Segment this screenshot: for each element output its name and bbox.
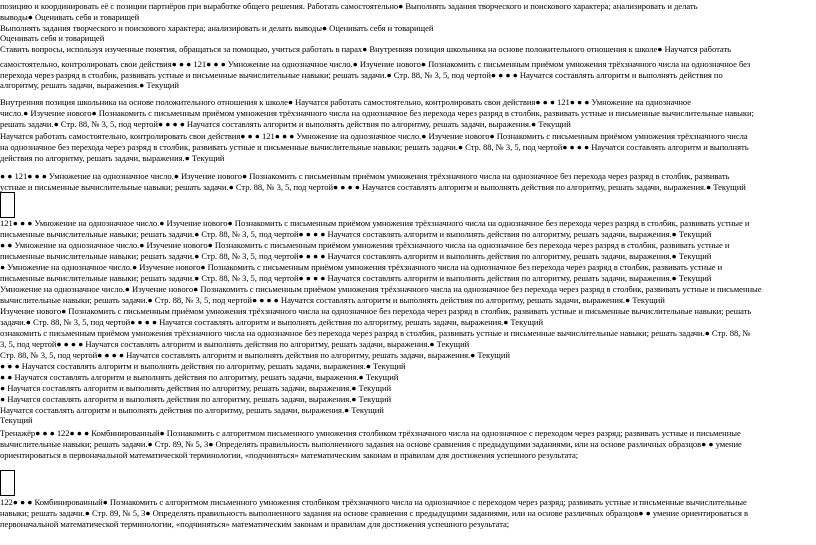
- table-cell-box: [0, 470, 15, 496]
- text-line: Научатся работать самостоятельно, контролировать свои действия● ● ● 121● ● ● Умножение на однозначное число.● Изучение нового● Познакомить с письменным приёмом умножения трёхзначного числа: [0, 131, 748, 141]
- table-cell-box: [0, 192, 15, 218]
- text-line: ● Научатся составлять алгоритм и выполнять действия по алгоритму, решать задачи, выражения.● Текущий: [0, 394, 392, 404]
- text-line: ознакомить с письменным приёмом умножения трёхзначного числа на однозначное без перехода через разряд в столбик, развивать устные и письменные вычислительные навыки; решать задачи.● Стр. 88, №: [0, 328, 751, 338]
- text-line: Умножение на однозначное число.● Изучение нового● Познакомить с письменным приёмом умножения трёхзначного числа на однозначное без перехода через разряд в столбик, развивать устные и письменные: [0, 284, 762, 294]
- text-line: 121● ● ● Умножение на однозначное число.● Изучение нового● Познакомить с письменным приёмом умножения трёхзначного числа на однозначное без перехода через разряд в столбик, развивать устные и: [0, 218, 750, 228]
- text-line: Научатся составлять алгоритм и выполнять действия по алгоритму, решать задачи, выражения.● Текущий: [0, 405, 384, 415]
- text-line: Стр. 88, № 3, 5, под чертой● ● ● ● Научатся составлять алгоритм и выполнять действия по алгоритму, решать задачи, выражения.● Текущий: [0, 350, 510, 360]
- text-line: Ставить вопросы, используя изученные понятия, обращаться за помощью, учиться работать в парах● Внутренняя позиция школьника на основе положительного отношения к школе● Научатся работать: [0, 44, 732, 54]
- text-line: Изучение нового● Познакомить с письменным приёмом умножения трёхзначного числа на однозначное без перехода через разряд в столбик, развивать устные и письменные вычислительные навыки; решать: [0, 306, 752, 316]
- text-line: письменные вычислительные навыки; решать задачи.● Стр. 88, № 3, 5, под чертой● ● ● ● Научатся составлять алгоритм и выполнять действия по алгоритму, решать задачи, выражения.● Текущий: [0, 273, 712, 283]
- text-line: Внутренняя позиция школьника на основе положительного отношения к школе● Научатся работать самостоятельно, контролировать свои действия● ● ● 121● ● ● Умножение на однозначное: [0, 97, 692, 107]
- text-line: самостоятельно, контролировать свои действия● ● ● 121● ● ● Умножение на однозначное число.● Изучение нового● Познакомить с письменным приёмом умножения трёхзначного числа на однозначное без: [0, 59, 751, 69]
- text-line: ● ● 121● ● ● Умножение на однозначное число.● Изучение нового● Познакомить с письменным приёмом умножения трёхзначного числа на однозначное без перехода через разряд в столбик, развивать: [0, 171, 730, 181]
- text-line: ● ● ● Научатся составлять алгоритм и выполнять действия по алгоритму, решать задачи, выражения.● Текущий: [0, 361, 406, 371]
- text-line: позицию и координировать её с позиции партнёров при выработке общего решения. Работать самостоятельно● Выполнять задания творческого и поискового характера; анализировать и делать: [0, 1, 698, 11]
- text-line: первоначальной математической терминологии, «подчиняться» математическим законам и правилам для достижения успешного результата;: [0, 519, 510, 529]
- text-line: число.● Изучение нового● Познакомить с письменным приёмом умножения трёхзначного числа на однозначное без перехода через разряд в столбик, развивать устные и письменные вычислительные навыки;: [0, 108, 754, 118]
- text-line: Оценивать себя и товарищей: [0, 33, 105, 43]
- text-line: алгоритму, решать задачи, выражения.● Текущий: [0, 80, 179, 90]
- text-line: Выполнять задания творческого и поискового характера; анализировать и делать выводы● Оценивать себя и товарищей: [0, 23, 434, 33]
- text-line: ● Научатся составлять алгоритм и выполнять действия по алгоритму, решать задачи, выражения.● Текущий: [0, 383, 392, 393]
- text-line: задачи.● Стр. 88, № 3, 5, под чертой● ● ● ● Научатся составлять алгоритм и выполнять действия по алгоритму, решать задачи, выражения.● Текущий: [0, 317, 543, 327]
- text-line: ● ● Научатся составлять алгоритм и выполнять действия по алгоритму, решать задачи, выражения.● Текущий: [0, 372, 399, 382]
- text-line: 122● ● ● Комбинированный● Познакомить с алгоритмом письменного умножения столбиком трёхзначного числа на однозначное с переходом через разряд; развивать устные и письменные вычислительные: [0, 497, 747, 507]
- text-line: письменные вычислительные навыки; решать задачи.● Стр. 88, № 3, 5, под чертой● ● ● ● Научатся составлять алгоритм и выполнять действия по алгоритму, решать задачи, выражения.● Текущий: [0, 229, 712, 239]
- text-line: устные и письменные вычислительные навыки; решать задачи.● Стр. 88, № 3, 5, под чертой● ● ● ● Научатся составлять алгоритм и выполнять действия по алгоритму, решать задачи, выражения.● Текущий: [0, 182, 746, 192]
- text-line: на однозначное без перехода через разряд в столбик, развивать устные и письменные вычислительные навыки; решать задачи.● Стр. 88, № 3, 5, под чертой● ● ● ● Научатся составлять алгоритм и выполнять: [0, 142, 749, 152]
- text-line: ● Умножение на однозначное число.● Изучение нового● Познакомить с письменным приёмом умножения трёхзначного числа на однозначное без перехода через разряд в столбик, развивать устные и: [0, 262, 723, 272]
- text-line: перехода через разряд в столбик, развивать устные и письменные вычислительные навыки; решать задачи.● Стр. 88, № 3, 5, под чертой● ● ● ● Научатся составлять алгоритм и выполнять действия по: [0, 70, 723, 80]
- text-line: ориентироваться в первоначальной математической терминологии, «подчиняться» математическим законам и правилам для достижения успешного результата;: [0, 450, 579, 460]
- text-line: 3, 5, под чертой● ● ● ● Научатся составлять алгоритм и выполнять действия по алгоритму, решать задачи, выражения.● Текущий: [0, 339, 470, 349]
- text-line: письменные вычислительные навыки; решать задачи.● Стр. 88, № 3, 5, под чертой● ● ● ● Научатся составлять алгоритм и выполнять действия по алгоритму, решать задачи, выражения.● Текущий: [0, 251, 712, 261]
- text-line: действия по алгоритму, решать задачи, выражения.● Текущий: [0, 153, 225, 163]
- text-line: решать задачи.● Стр. 88, № 3, 5, под чертой● ● ● ● Научатся составлять алгоритм и выполнять действия по алгоритму, решать задачи, выражения.● Текущий: [0, 119, 571, 129]
- text-line: вычислительные навыки; решать задачи.● Стр. 89, № 5, 3● Определять правильность выполненного задания на основе сравнения с предыдущими заданиями, или на основе различных образцов● ● умение: [0, 439, 742, 449]
- text-line: навыки; решать задачи.● Стр. 89, № 5, 3● Определять правильность выполненного задания на основе сравнения с предыдущими заданиями, или на основе различных образцов● ● умение ориентироваться в: [0, 508, 748, 518]
- text-line: выводы● Оценивать себя и товарищей: [0, 12, 140, 22]
- text-line: Текущий: [0, 415, 33, 425]
- text-line: Тренажёр● ● ● 122● ● ● Комбинированный● Познакомить с алгоритмом письменного умножения столбиком трёхзначного числа на однозначное с переходом через разряд; развивать устные и письменные: [0, 428, 741, 438]
- text-line: вычислительные навыки; решать задачи.● Стр. 88, № 3, 5, под чертой● ● ● ● Научатся составлять алгоритм и выполнять действия по алгоритму, решать задачи, выражения.● Текущий: [0, 295, 665, 305]
- text-line: ● ● Умножение на однозначное число.● Изучение нового● Познакомить с письменным приёмом умножения трёхзначного числа на однозначное без перехода через разряд в столбик, развивать устные и: [0, 240, 730, 250]
